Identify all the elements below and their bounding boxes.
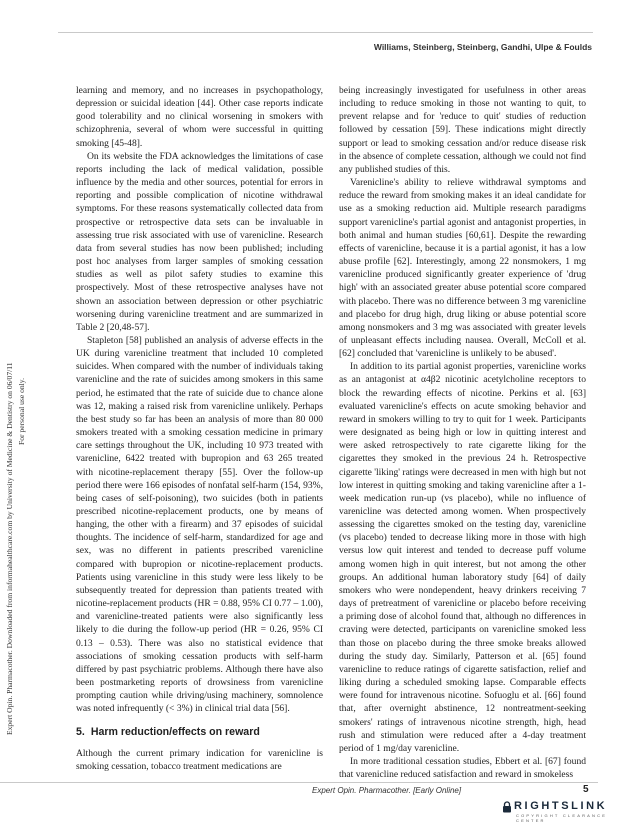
footer-journal: Expert Opin. Pharmacother. [Early Online] xyxy=(312,786,462,795)
download-notice xyxy=(4,125,52,735)
personal-use-line: For personal use only. xyxy=(17,378,26,445)
header-rule xyxy=(58,32,593,33)
rightslink-logo[interactable] xyxy=(502,800,608,822)
paragraph: Varenicline's ability to relieve withdrawal symptoms and reduce the reward from smoking makes it an ideal candidate for use as a smoking reduction aid. Multiple research paradigms support varenicline's partial agonist and antagonist properties, in both animal and human studies [60,61]. Despite the rewarding effects of varenicline, because it is a partial agonist, it has a low abuse profile [62]. Interestingly, among 22 nonsmokers, 1 mg varenicline produced significantly greater experience of 'drug high' with an associated greater abuse potential score compared with placebo. There was no difference between 3 mg varenicline and placebo for drug high, drug liking or abuse potential score among nonsmokers and 3 mg was associated with greater levels of unpleasant effects including nausea. Overall, McColl et al. [62] concluded that 'varenicline is unlikely to be abused'. xyxy=(339,177,586,360)
page-number: 5 xyxy=(583,784,589,795)
rightslink-text: RIGHTSLINK xyxy=(514,800,608,812)
section-title: Harm reduction/effects on reward xyxy=(90,725,260,738)
download-notice-line: Expert Opin. Pharmacother. Downloaded from informahealthcare.com by University of Medicine & Dentistry on 06/07/11 xyxy=(5,362,14,735)
rightslink-subtitle: COPYRIGHT CLEARANCE CENTER xyxy=(516,813,608,823)
left-column xyxy=(76,84,323,773)
paragraph: On its website the FDA acknowledges the limitations of case reports including the lack of medical validation, possible influence by the media and other sources, potential for errors in reporting and possible complication of nicotine withdrawal symptoms. For these reasons systematically collected data from prospective or retrospective data sets can be invaluable in assessing true risk associated with use of varenicline. Research data from several studies has now been published; including post hoc analyses from larger samples of smoking cessation studies as well as pilot safety studies to examine this prospectively. Most of these retrospective analyses have not shown an association between depression or other psychiatric worsening during varenicline treatment and are summarized in Table 2 [20,48-57]. xyxy=(76,150,323,333)
footer-rule xyxy=(0,782,598,783)
paragraph: being increasingly investigated for usefulness in other areas including to reduce smoking in those not wanting to quit, to prevent relapse and for 'reduce to quit' studies of reduction followed by cessation [59]. These indications might directly support or lead to smoking cessation and/or reduce disease risk in the absence of complete cessation, although we could not find any published studies of this. xyxy=(339,85,586,175)
rightslink-lock-icon xyxy=(502,801,512,813)
paragraph: In more traditional cessation studies, Ebbert et al. [67] found that varenicline reduced satisfaction and reward in smokeless xyxy=(339,755,586,781)
paragraph: In addition to its partial agonist properties, varenicline works as an antagonist at α4β2 nicotinic acetylcholine receptors to block the rewarding effects of nicotine. Perkins et al. [63] evaluated varenicline's effects on acute smoking behavior and reward in smokers willing to try to quit for 1 week. Participants were designated as being high or low in quitting interest and were asked retrospectively to rate cigarette liking for the cigarettes they smoked in the previous 24 h. Retrospective cigarette 'liking' ratings were decreased in men with high but not low interest in quitting smoking and taking varenicline after a 1-week medication run-up (vs placebo), while no influence of varenicline was detected among women. When prospectively assessing the cigarettes smoked on the testing day, varenicline (vs placebo) tended to decrease liking more in those with high versus low quit interest and tended to decrease puff volume among women high in quit interest, but not among the other groups. An additional human laboratory study [64] of daily smokers who were nondependent, heavy drinkers receiving 7 days of pretreatment of varenicline or placebo before receiving a priming dose of alcohol found that, although no differences in craving were detected, participants on varenicline smoked less than those on placebo during the three smoke breaks allowed during the study day. Similarly, Patterson et al. [65] found varenicline to reduce ratings of cigarette satisfaction, relief and liking during a scheduled smoking lapse. Comparable effects were found for intravenous nicotine. Sofuoglu et al. [66] found that, after overnight abstinence, 12 nontreatment-seeking smokers' ratings of intravenous nicotine strength, high, head rush and stimulation were reduced after a 4-day treatment period of 1 mg/day varenicline. xyxy=(339,361,586,754)
running-head: Williams, Steinberg, Steinberg, Gandhi, Ulpe & Foulds xyxy=(373,42,592,52)
paragraph: Stapleton [58] published an analysis of adverse effects in the UK during varenicline treatment that included 10 completed suicides. When compared with the number of individuals taking varenicline and the rate of suicides among smokers in this same period, he estimated that the rate of suicide due to chance alone was 12, making a raised risk from varenicline unlikely. Perhaps the best study so far has been an analysis of more than 80 000 smokers treated with a smoking cessation medicine in primary care settings throughout the UK, including 10 973 treated with varenicline, 6422 treated with bupropion and 63 265 treated with nicotine-replacement therapy [55]. Over the follow-up period there were 166 episodes of nonfatal self-harm (154, 93%, being cases of self-poisoning), two suicides (both in patients prescribed nicotine-replacement products, one by means of hanging, the other with a firearm) and 37 episodes of suicidal thoughts. The incidence of self-harm, standardized for age and sex, was no different in patients prescribed varenicline compared with bupropion or nicotine-replacement products. Patients using varenicline in this study were less likely to be subsequently treated for depression than patients treated with nicotine-replacement products (HR = 0.88, 95% CI 0.77 – 1.00), and varenicline-treated patients were also significantly less likely to die during the follow-up period (HR = 0.26, 95% CI 0.13 – 0.53). There was also no statistical evidence that associations of smoking cessation products with self-harm differed by past psychiatric problems. Although there have also been postmarketing reports of drowsiness from varenicline prompting caution while driving/using machinery, somnolence was noted infrequently (< 3%) in clinical trial data [56]. xyxy=(76,334,323,715)
paragraph: learning and memory, and no increases in psychopathology, depression or suicidal ideation [44]. Other case reports indicate good tolerability and no clinical worsening in smokers with schizophrenia, several of whom were successful in quitting smoking [45-48]. xyxy=(76,85,323,149)
right-column xyxy=(339,84,586,781)
section-heading xyxy=(76,726,323,739)
paragraph: Although the current primary indication for varenicline is smoking cessation, tobacco treatment medications are xyxy=(76,747,323,772)
section-number: 5. xyxy=(76,725,85,738)
